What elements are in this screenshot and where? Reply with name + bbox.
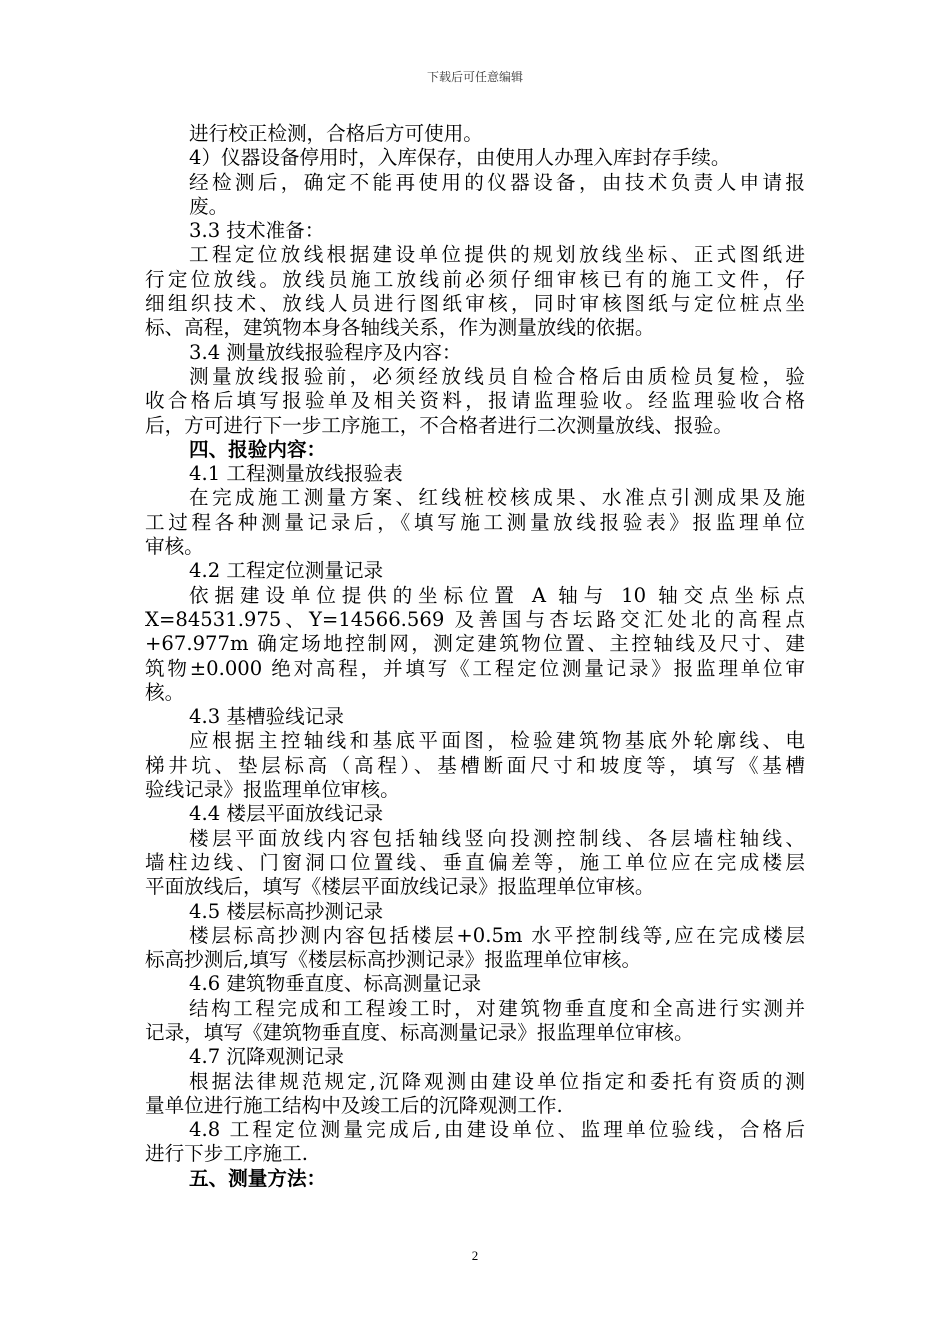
paragraph-line: 验线记录》报监理单位审核。	[145, 778, 400, 802]
paragraph-line: 4.2 工程定位测量记录	[189, 559, 384, 583]
section-heading: 四、报验内容：	[189, 437, 327, 461]
paragraph-line: 核。	[145, 680, 185, 704]
paragraph-line: 细组织技术、放线人员进行图纸审核，同时审核图纸与定位桩点坐	[145, 292, 805, 316]
paragraph-line: 3.3 技术准备：	[189, 219, 325, 243]
paragraph-line: 结构工程完成和工程竣工时，对建筑物垂直度和全高进行实测并	[189, 996, 805, 1020]
paragraph-line: 标、高程，建筑物本身各轴线关系，作为测量放线的依据。	[145, 316, 655, 340]
paragraph-line: 4.5 楼层标高抄测记录	[189, 899, 384, 923]
paragraph-line: 4.3 基槽验线记录	[189, 705, 344, 729]
paragraph-line: 楼层平面放线内容包括轴线竖向投测控制线、各层墙柱轴线、	[189, 826, 805, 850]
paragraph-line: 墙柱边线、门窗洞口位置线、垂直偏差等，施工单位应在完成楼层	[145, 850, 805, 874]
paragraph-line: 平面放线后，填写《楼层平面放线记录》报监理单位审核。	[145, 875, 655, 899]
paragraph-line: 4.7 沉降观测记录	[189, 1045, 344, 1069]
paragraph-line: 4.4 楼层平面放线记录	[189, 802, 384, 826]
paragraph-line: 进行校正检测，合格后方可使用。	[189, 122, 483, 145]
paragraph-line: 4.8 工程定位测量完成后,由建设单位、监理单位验线，合格后	[189, 1118, 805, 1142]
paragraph-line: 筑物±0.000 绝对高程，并填写《工程定位测量记录》报监理单位审	[145, 656, 805, 680]
paragraph-line: 4.6 建筑物垂直度、标高测量记录	[189, 972, 482, 996]
paragraph-line: +67.977m 确定场地控制网，测定建筑物位置、主控轴线及尺寸、建	[145, 632, 805, 656]
paragraph-line: 应根据主控轴线和基底平面图，检验建筑物基底外轮廓线、电	[189, 729, 805, 753]
document-body	[145, 122, 805, 1191]
paragraph-line: 经检测后，确定不能再使用的仪器设备，由技术负责人申请报	[189, 170, 805, 194]
section-heading: 五、测量方法：	[189, 1166, 327, 1190]
paragraph-line: 工过程各种测量记录后，《填写施工测量放线报验表》报监理单位	[145, 510, 805, 534]
paragraph-line: 进行下步工序施工.	[145, 1142, 308, 1166]
paragraph-line: 4.1 工程测量放线报验表	[189, 462, 403, 486]
paragraph-line: 依据建设单位提供的坐标位置 A 轴与 10 轴交点坐标点	[189, 583, 805, 607]
paragraph-line: 后，方可进行下一步工序施工，不合格者进行二次测量放线、报验。	[145, 413, 733, 437]
page-number: 2	[471, 1248, 479, 1263]
paragraph-line: 量单位进行施工结构中及竣工后的沉降观测工作.	[145, 1093, 563, 1117]
paragraph-line: 在完成施工测量方案、红线桩校核成果、水准点引测成果及施	[189, 486, 805, 510]
paragraph-line: 收合格后填写报验单及相关资料，报请监理验收。经监理验收合格	[145, 389, 805, 413]
paragraph-line: 标高抄测后,填写《楼层标高抄测记录》报监理单位审核。	[145, 948, 642, 972]
paragraph-line: 测量放线报验前，必须经放线员自检合格后由质检员复检，验	[189, 364, 805, 388]
paragraph-line: 行定位放线。放线员施工放线前必须仔细审核已有的施工文件，仔	[145, 267, 805, 291]
paragraph-line: 3.4 测量放线报验程序及内容：	[189, 340, 462, 364]
paragraph-line: 记录，填写《建筑物垂直度、标高测量记录》报监理单位审核。	[145, 1020, 694, 1044]
paragraph-line: 4）仪器设备停用时，入库保存，由使用人办理入库封存手续。	[189, 146, 731, 170]
paragraph-line: 工程定位放线根据建设单位提供的规划放线坐标、正式图纸进	[189, 243, 805, 267]
paragraph-line: X=84531.975、Y=14566.569 及善国与杏坛路交汇处北的高程点	[145, 607, 805, 631]
paragraph-line: 楼层标高抄测内容包括楼层+0.5m 水平控制线等,应在完成楼层	[189, 923, 805, 947]
paragraph-line: 审核。	[145, 535, 204, 559]
paragraph-line: 根据法律规范规定,沉降观测由建设单位指定和委托有资质的测	[189, 1069, 805, 1093]
paragraph-line: 梯井坑、垫层标高（高程）、基槽断面尺寸和坡度等，填写《基槽	[145, 753, 805, 777]
paragraph-line: 废。	[189, 194, 229, 218]
page-header: 下载后可任意编辑	[426, 70, 523, 84]
